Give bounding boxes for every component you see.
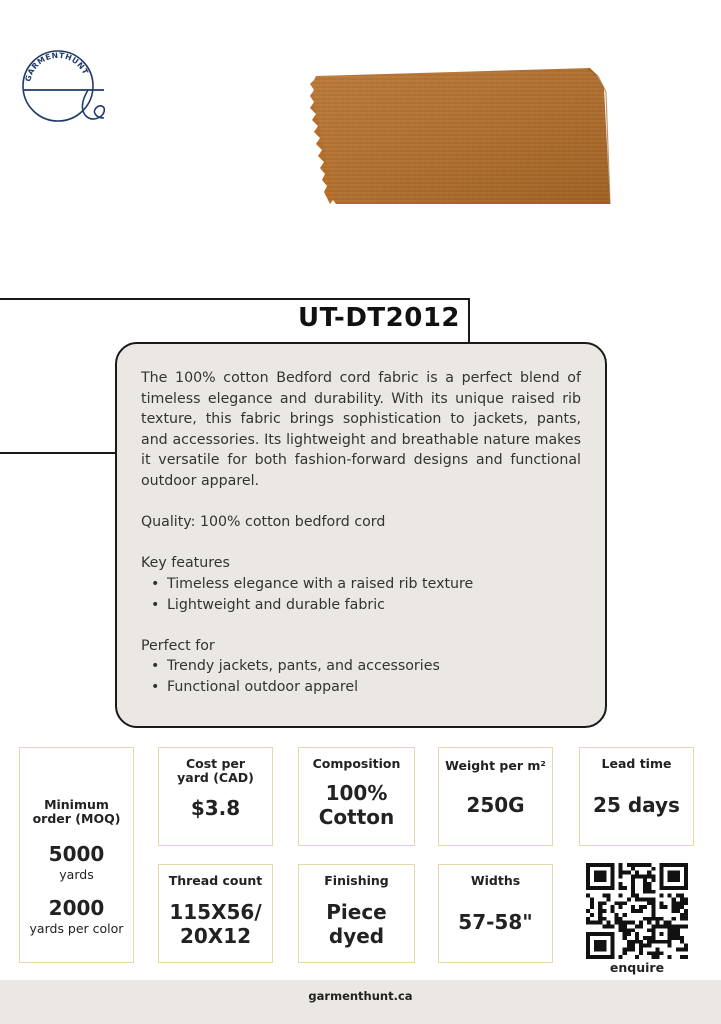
- spec-cost: [158, 747, 273, 846]
- widths-value: 57-58": [458, 910, 533, 934]
- finishing-line2: dyed: [328, 924, 385, 948]
- list-item: • Functional outdoor apparel: [149, 677, 581, 698]
- moq-color-value: 2000: [48, 896, 105, 920]
- spec-label: Composition: [312, 756, 401, 771]
- spec-label: Lead time: [601, 756, 672, 771]
- weight-value: 250G: [466, 793, 525, 817]
- perfect-for-list: [141, 656, 581, 697]
- enquire-qr-code[interactable]: [586, 863, 688, 959]
- key-features-list: [141, 574, 581, 615]
- footer: [0, 980, 721, 1024]
- list-item: • Trendy jackets, pants, and accessories: [149, 656, 581, 677]
- frame-bottom-line: [0, 452, 118, 454]
- list-item: • Lightweight and durable fabric: [149, 595, 581, 616]
- spec-weight: [438, 747, 553, 846]
- fabric-swatch-image: [300, 58, 620, 218]
- qr-caption: enquire: [609, 960, 665, 975]
- quality-text: Quality: 100% cotton bedford cord: [141, 514, 386, 531]
- thread-count-line2: 20X12: [179, 924, 252, 948]
- list-item: • Timeless elegance with a raised rib texture: [149, 574, 581, 595]
- spec-label: Finishing: [324, 873, 389, 888]
- logo-text: GARMENTHUNT: [23, 50, 91, 83]
- moq-unit: yards: [59, 867, 94, 882]
- brand-logo[interactable]: [18, 44, 114, 130]
- svg-text:GARMENTHUNT: [23, 51, 90, 83]
- spec-label: Cost per yard (CAD): [177, 756, 254, 785]
- composition-value-line1: 100%: [325, 781, 388, 805]
- website-link[interactable]: garmenthunt.ca: [308, 989, 413, 1003]
- composition-value-line2: Cotton: [318, 805, 395, 829]
- perfect-for-heading: Perfect for: [141, 637, 215, 654]
- spec-thread-count: [158, 864, 273, 963]
- spec-label: Widths: [470, 873, 521, 888]
- spec-label: Weight per m²: [445, 758, 546, 773]
- moq-color-unit: yards per color: [29, 921, 124, 936]
- frame-top-line: [0, 298, 470, 300]
- key-features-heading: Key features: [141, 555, 230, 572]
- moq-value: 5000: [48, 842, 105, 866]
- spec-moq: [19, 747, 134, 963]
- spec-lead-time: [579, 747, 694, 846]
- spec-label: Thread count: [168, 873, 263, 888]
- spec-composition: [298, 747, 415, 846]
- spec-widths: [438, 864, 553, 963]
- lead-time-value: 25 days: [593, 793, 680, 817]
- finishing-line1: Piece: [326, 900, 387, 924]
- cost-value: $3.8: [190, 796, 241, 820]
- spec-label: Minimum order (MOQ): [32, 797, 121, 826]
- description-text: The 100% cotton Bedford cord fabric is a perfect blend of timeless elegance and durability. With its unique raised rib texture, this fabric brings sophistication to jackets, pants, and accessories. Its lightweight and breathable nature makes it versatile for both fashion-forward designs and functional outdoor apparel.: [141, 370, 581, 489]
- thread-count-line1: 115X56/: [169, 900, 262, 924]
- logo-mark: [18, 44, 114, 130]
- description-card: [115, 342, 607, 728]
- spec-finishing: [298, 864, 415, 963]
- product-code: UT-DT2012: [298, 303, 460, 333]
- frame-right-line: [468, 298, 470, 344]
